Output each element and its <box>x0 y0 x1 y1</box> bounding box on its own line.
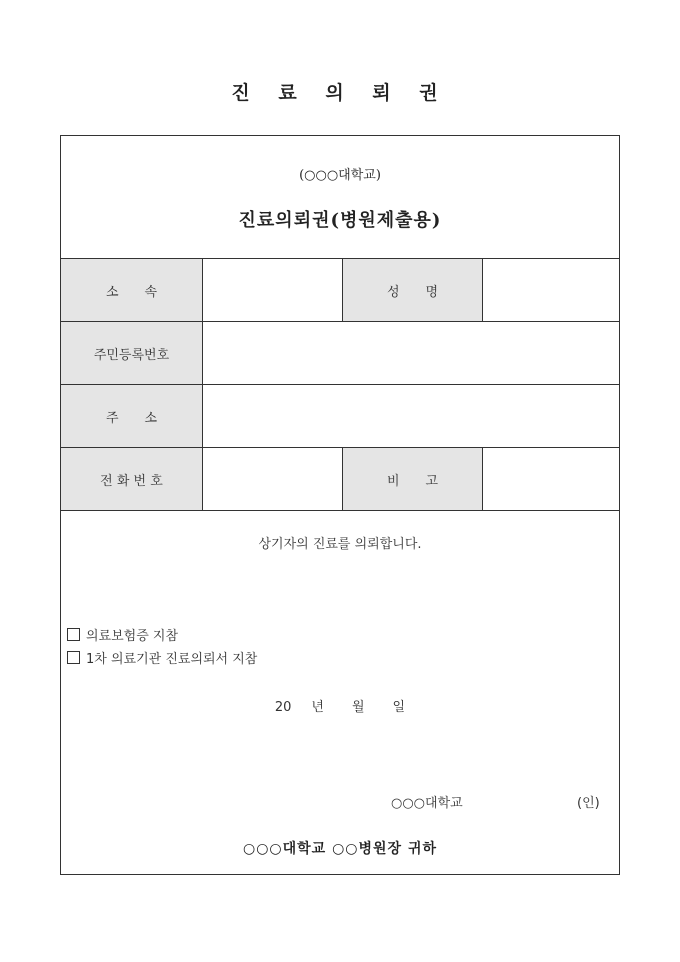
date-day-unit: 일 <box>392 700 406 715</box>
checkbox-referral-letter[interactable] <box>67 651 80 664</box>
date-year-unit: 년 <box>311 700 324 715</box>
form-header <box>61 136 619 259</box>
address-field[interactable] <box>202 385 619 447</box>
checklist-item <box>67 625 178 644</box>
addressee: ○○○대학교 ○○병원장 귀하 <box>242 841 438 857</box>
university-name: (○○○대학교) <box>299 168 381 183</box>
request-text: 상기자의 진료를 의뢰합니다. <box>258 537 422 552</box>
row-phone-remarks <box>61 448 619 511</box>
phone-field[interactable] <box>202 448 342 510</box>
phone-label: 전 화 번 호 <box>61 448 202 510</box>
date-month-unit: 월 <box>351 700 365 715</box>
row-resident-number <box>61 322 619 385</box>
date-year[interactable]: 20 <box>274 700 292 715</box>
row-affiliation-name <box>61 259 619 322</box>
remarks-field[interactable] <box>482 448 619 510</box>
resident-number-label: 주민등록번호 <box>61 322 202 384</box>
row-address <box>61 385 619 448</box>
affiliation-label: 소 속 <box>61 259 202 321</box>
form-subtitle: 진료의뢰권(병원제출용) <box>238 210 442 231</box>
checkbox-insurance-card[interactable] <box>67 628 80 641</box>
signer-name: ○○○대학교 <box>391 796 463 811</box>
document-title: 진 료 의 뢰 권 <box>231 82 449 104</box>
checklist-item <box>67 648 257 667</box>
checklist-label: 의료보험증 지참 <box>86 629 179 644</box>
resident-number-field[interactable] <box>202 322 619 384</box>
address-label: 주 소 <box>61 385 202 447</box>
seal-mark: (인) <box>577 796 600 811</box>
name-field[interactable] <box>482 259 619 321</box>
checklist-label: 1차 의료기관 진료의뢰서 지참 <box>86 652 258 667</box>
date-line <box>61 696 619 715</box>
form-body <box>61 511 619 874</box>
name-label: 성 명 <box>342 259 482 321</box>
remarks-label: 비 고 <box>342 448 482 510</box>
referral-form <box>60 135 620 875</box>
affiliation-field[interactable] <box>202 259 342 321</box>
